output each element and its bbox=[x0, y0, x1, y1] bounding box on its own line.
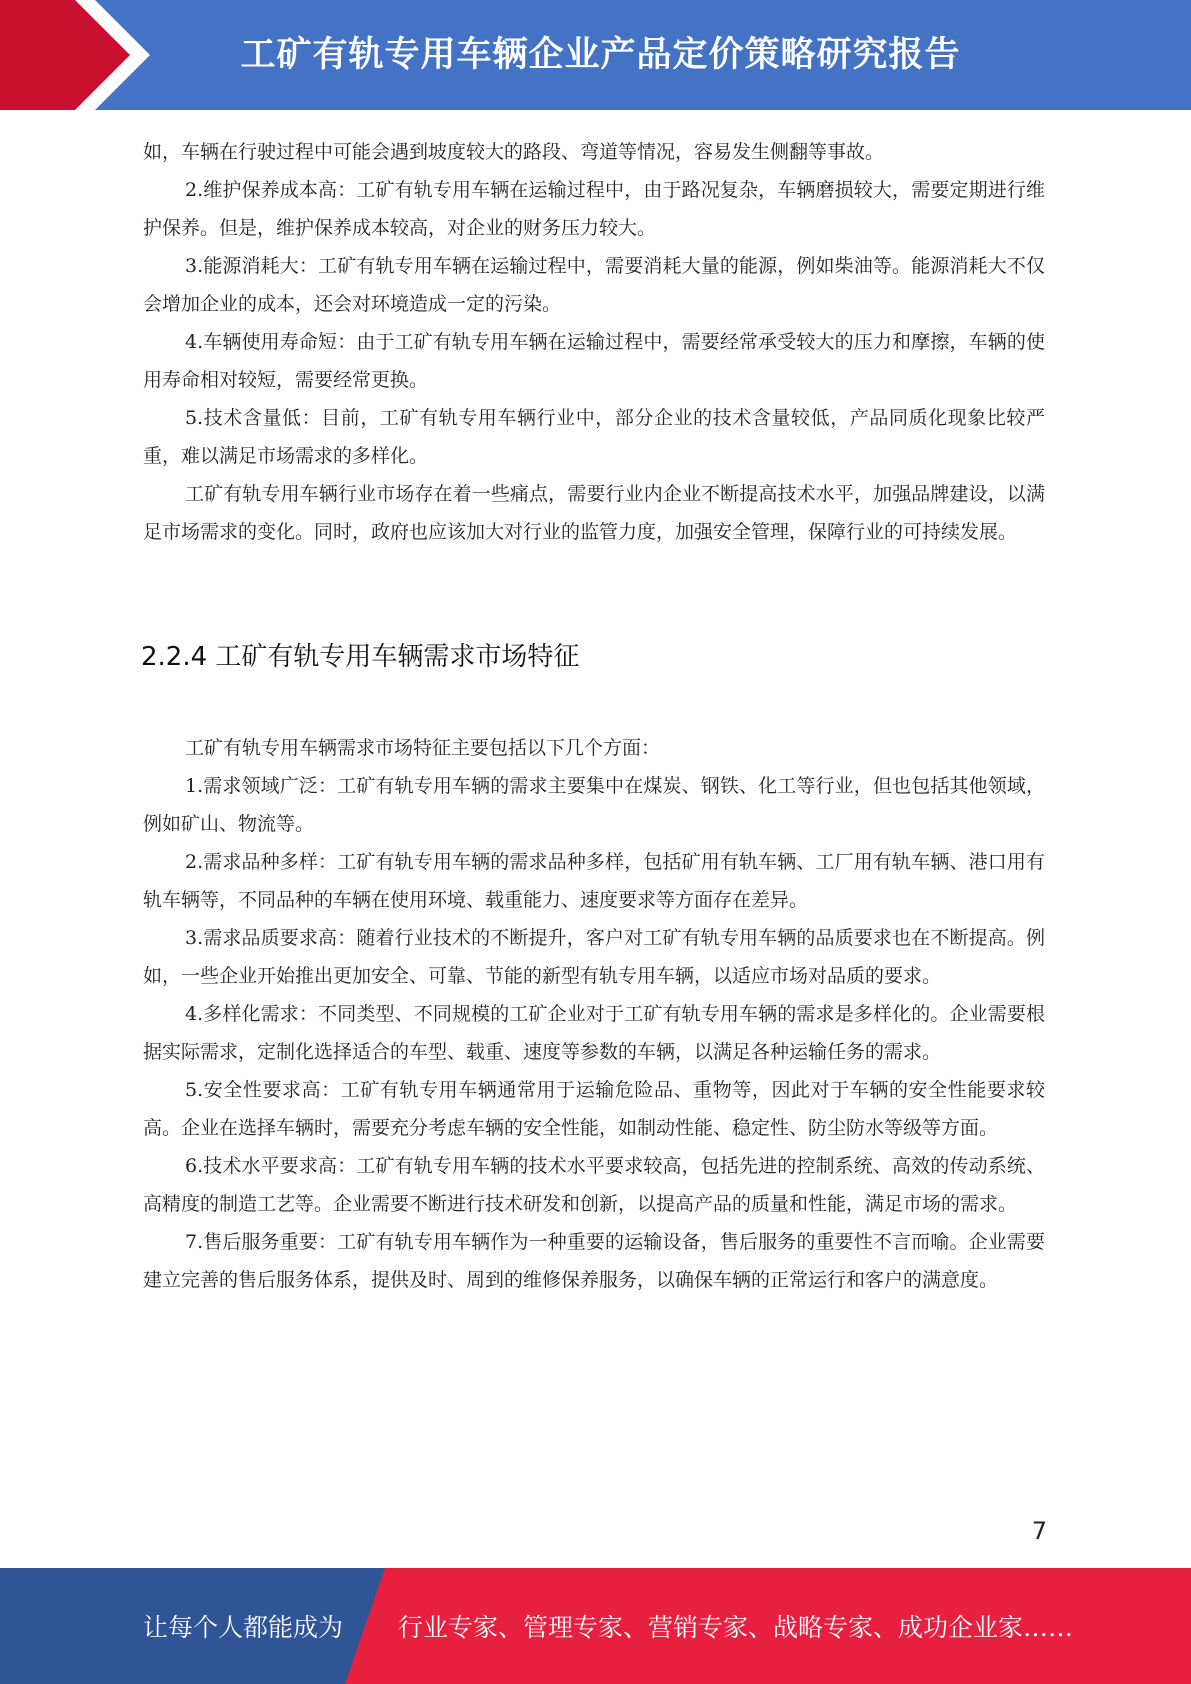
section-heading: 2.2.4 工矿有轨专用车辆需求市场特征 bbox=[141, 642, 580, 672]
page-footer bbox=[0, 1568, 1191, 1684]
paragraph: 5.安全性要求高：工矿有轨专用车辆通常用于运输危险品、重物等，因此对于车辆的安全性能要求较高。企业在选择车辆时，需要充分考虑车辆的安全性能，如制动性能、稳定性、防尘防水等级等方面。 bbox=[143, 1079, 1045, 1139]
body-text-part1 bbox=[143, 133, 1045, 551]
footer-slogan-right: 行业专家、管理专家、营销专家、战略专家、成功企业家…… bbox=[398, 1613, 1074, 1642]
paragraph: 4.多样化需求：不同类型、不同规模的工矿企业对于工矿有轨专用车辆的需求是多样化的。企业需要根据实际需求，定制化选择适合的车型、载重、速度等参数的车辆，以满足各种运输任务的需求。 bbox=[143, 1003, 1045, 1063]
paragraph: 3.需求品质要求高：随着行业技术的不断提升，客户对工矿有轨专用车辆的品质要求也在不断提高。例如，一些企业开始推出更加安全、可靠、节能的新型有轨专用车辆，以适应市场对品质的要求。 bbox=[143, 927, 1045, 987]
paragraph: 2.需求品种多样：工矿有轨专用车辆的需求品种多样，包括矿用有轨车辆、工厂用有轨车辆、港口用有轨车辆等，不同品种的车辆在使用环境、载重能力、速度要求等方面存在差异。 bbox=[143, 851, 1045, 911]
paragraph: 1.需求领域广泛：工矿有轨专用车辆的需求主要集中在煤炭、钢铁、化工等行业，但也包括其他领域，例如矿山、物流等。 bbox=[143, 775, 1045, 835]
paragraph: 如，车辆在行驶过程中可能会遇到坡度较大的路段、弯道等情况，容易发生侧翻等事故。 bbox=[143, 141, 885, 163]
paragraph: 7.售后服务重要：工矿有轨专用车辆作为一种重要的运输设备，售后服务的重要性不言而喻。企业需要建立完善的售后服务体系，提供及时、周到的维修保养服务，以确保车辆的正常运行和客户的满意度。 bbox=[143, 1231, 1045, 1291]
header-title: 工矿有轨专用车辆企业产品定价策略研究报告 bbox=[240, 35, 961, 75]
page-number: 7 bbox=[1031, 1517, 1047, 1545]
paragraph: 工矿有轨专用车辆行业市场存在着一些痛点，需要行业内企业不断提高技术水平，加强品牌建设，以满足市场需求的变化。同时，政府也应该加大对行业的监管力度，加强安全管理，保障行业的可持续发展。 bbox=[143, 483, 1045, 543]
paragraph: 2.维护保养成本高：工矿有轨专用车辆在运输过程中，由于路况复杂，车辆磨损较大，需要定期进行维护保养。但是，维护保养成本较高，对企业的财务压力较大。 bbox=[143, 179, 1045, 239]
paragraph: 5.技术含量低：目前，工矿有轨专用车辆行业中，部分企业的技术含量较低，产品同质化现象比较严重，难以满足市场需求的多样化。 bbox=[143, 407, 1045, 467]
paragraph: 工矿有轨专用车辆需求市场特征主要包括以下几个方面： bbox=[185, 737, 661, 759]
paragraph: 3.能源消耗大：工矿有轨专用车辆在运输过程中，需要消耗大量的能源，例如柴油等。能源消耗大不仅会增加企业的成本，还会对环境造成一定的污染。 bbox=[143, 255, 1045, 315]
paragraph: 6.技术水平要求高：工矿有轨专用车辆的技术水平要求较高，包括先进的控制系统、高效的传动系统、高精度的制造工艺等。企业需要不断进行技术研发和创新，以提高产品的质量和性能，满足市场的需求。 bbox=[143, 1155, 1045, 1215]
page-header bbox=[0, 0, 1191, 110]
footer-slogan-left: 让每个人都能成为 bbox=[143, 1613, 344, 1642]
paragraph: 4.车辆使用寿命短：由于工矿有轨专用车辆在运输过程中，需要经常承受较大的压力和摩擦，车辆的使用寿命相对较短，需要经常更换。 bbox=[143, 331, 1045, 391]
body-text-part2 bbox=[143, 729, 1045, 1299]
